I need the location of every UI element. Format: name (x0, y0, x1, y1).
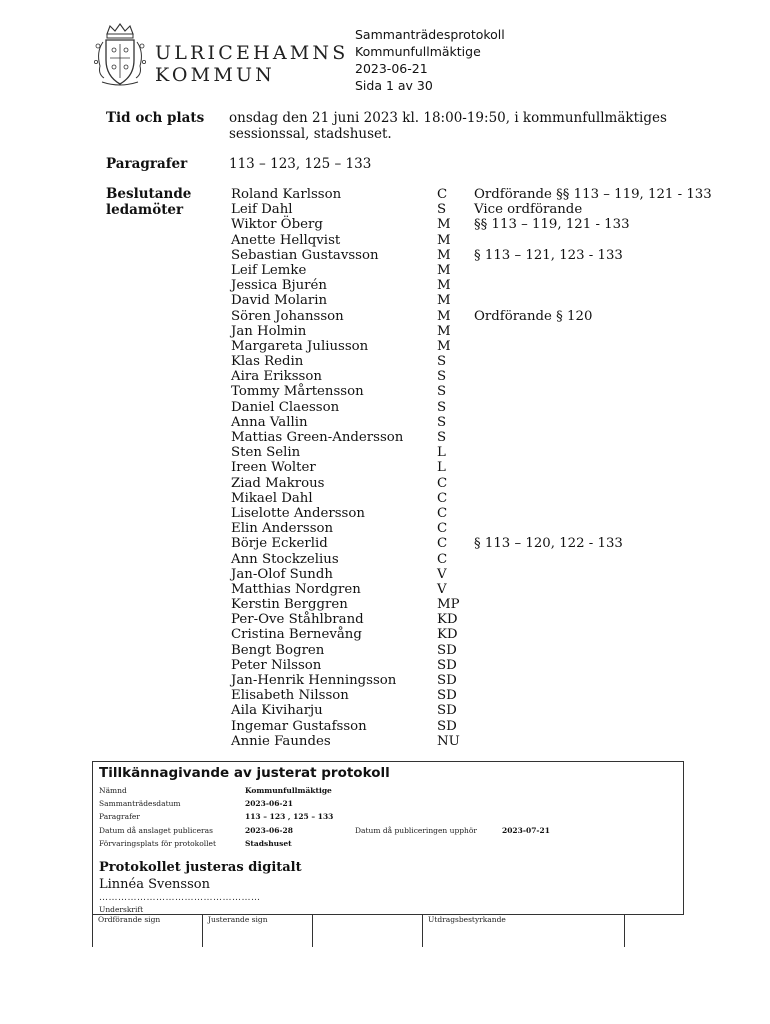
member-name: Ingemar Gustafsson (231, 718, 367, 734)
signature-label: Underskrift (99, 905, 144, 914)
adjuster-name: Linnéa Svensson (99, 877, 210, 892)
member-name: Kerstin Berggren (231, 597, 348, 613)
member-party: S (437, 384, 447, 400)
digital-adjustment-title: Protokollet justeras digitalt (99, 860, 302, 875)
notice-value: 2023-06-21 (245, 799, 293, 808)
signature-line: …………………………………………… (99, 893, 261, 903)
member-name: Elisabeth Nilsson (231, 688, 349, 704)
member-party: C (437, 187, 448, 202)
notice-label: Datum då anslaget publiceras (99, 826, 213, 835)
org-name-line1: ULRICEHAMNS (155, 42, 349, 64)
member-name: Ann Stockzelius (231, 551, 339, 567)
notice-value: 113 – 123 , 125 – 133 (245, 812, 334, 821)
notice-value: 2023-06-28 (245, 826, 293, 835)
member-name: Mattias Green-Andersson (231, 430, 404, 445)
member-name: Klas Redin (231, 354, 304, 370)
member-name: Matthias Nordgren (231, 581, 361, 597)
member-party: SD (437, 673, 457, 688)
document-meta (355, 26, 505, 94)
member-party: C (437, 475, 448, 491)
member-role: § 113 – 120, 122 - 133 (474, 536, 623, 552)
member-role: §§ 113 – 119, 121 - 133 (474, 217, 630, 233)
member-name: Anette Hellqvist (231, 232, 341, 248)
member-party: C (437, 490, 448, 506)
member-party: S (437, 202, 447, 218)
member-party: M (437, 308, 451, 324)
certifier-sign-cell: Utdragsbestyrkande (422, 914, 624, 947)
member-party: V (437, 566, 447, 582)
member-party: NU (437, 733, 460, 749)
member-party: SD (437, 703, 457, 719)
notice-box (92, 761, 684, 915)
notice-value: Stadshuset (245, 839, 292, 848)
doc-type: Sammanträdesprotokoll (355, 27, 505, 42)
notice-label: Sammanträdesdatum (99, 799, 181, 808)
member-party: SD (437, 642, 457, 658)
member-role: § 113 – 121, 123 - 133 (474, 247, 623, 263)
member-name: Bengt Bogren (231, 642, 325, 658)
member-party: MP (437, 597, 460, 613)
member-name: Elin Andersson (231, 521, 334, 537)
member-party: S (437, 399, 447, 415)
member-role: Ordförande §§ 113 – 119, 121 - 133 (474, 187, 712, 202)
notice-label: Paragrafer (99, 812, 140, 821)
member-party: M (437, 338, 451, 354)
member-party: L (437, 460, 446, 476)
member-party: SD (437, 657, 457, 673)
member-party: M (437, 323, 451, 339)
members-label (106, 187, 191, 218)
member-name: Aira Eriksson (231, 369, 322, 385)
member-party: C (437, 521, 448, 537)
member-name: Annie Faundes (231, 733, 331, 749)
member-name: Sören Johansson (231, 308, 344, 324)
member-name: Ireen Wolter (231, 460, 316, 476)
notice-value: Kommunfullmäktige (245, 786, 332, 795)
member-name: Daniel Claesson (231, 399, 340, 415)
member-name: Margareta Juliusson (231, 338, 369, 354)
member-name: Jessica Bjurén (231, 278, 327, 294)
member-party: M (437, 278, 451, 294)
member-name: Jan-Olof Sundh (231, 566, 333, 582)
member-party: V (437, 581, 447, 597)
page-number: Sida 1 av 30 (355, 78, 433, 93)
time-place-value (229, 111, 667, 142)
notice-title: Tillkännagivande av justerat protokoll (99, 765, 390, 781)
member-name: Leif Lemke (231, 262, 307, 278)
member-party: S (437, 414, 447, 430)
publication-end-value: 2023-07-21 (502, 826, 550, 835)
paragraphs-label: Paragrafer (106, 156, 188, 172)
member-name: Anna Vallin (231, 414, 308, 430)
member-party: C (437, 551, 448, 567)
municipal-coat-of-arms-logo (92, 22, 148, 88)
chair-sign-cell: Ordförande sign (92, 914, 202, 947)
member-party: SD (437, 718, 457, 734)
member-party: KD (437, 612, 458, 628)
time-place-label: Tid och plats (106, 110, 205, 126)
empty-sign-cell (624, 914, 684, 947)
member-name: Mikael Dahl (231, 490, 313, 506)
member-name: Sten Selin (231, 445, 301, 461)
member-name: Jan Holmin (231, 323, 307, 339)
member-name: Leif Dahl (231, 202, 293, 218)
member-party: C (437, 505, 448, 521)
time-place-line1: onsdag den 21 juni 2023 kl. 18:00-19:50, i kommunfullmäktiges (229, 110, 667, 126)
member-name: Peter Nilsson (231, 657, 322, 673)
adjuster-sign-cell: Justerande sign (202, 914, 312, 947)
notice-label: Förvaringsplats för protokollet (99, 839, 216, 848)
member-role: Vice ordförande (474, 202, 583, 218)
member-name: Börje Eckerlid (231, 536, 328, 552)
member-party: SD (437, 688, 457, 704)
notice-label: Nämnd (99, 786, 127, 795)
member-party: KD (437, 627, 458, 643)
members-label-line2: ledamöter (106, 201, 184, 218)
member-name: Ziad Makrous (231, 475, 325, 491)
member-party: M (437, 232, 451, 248)
member-name: Jan-Henrik Henningsson (231, 673, 397, 688)
member-party: M (437, 293, 451, 309)
publication-end-label: Datum då publiceringen upphör (355, 826, 477, 835)
member-party: S (437, 430, 447, 445)
member-party: S (437, 354, 447, 370)
member-role: Ordförande § 120 (474, 308, 593, 324)
member-party: L (437, 445, 446, 461)
time-place-line2: sessionssal, stadshuset. (229, 125, 392, 142)
member-name: Cristina Bernevång (231, 627, 362, 643)
member-party: M (437, 217, 451, 233)
member-party: S (437, 369, 447, 385)
members-label-line1: Beslutande (106, 186, 192, 202)
member-name: Roland Karlsson (231, 187, 342, 202)
signature-table (92, 914, 684, 947)
member-name: Tommy Mårtensson (231, 384, 364, 400)
paragraphs-value: 113 – 123, 125 – 133 (229, 156, 372, 172)
member-name: Liselotte Andersson (231, 505, 365, 521)
member-party: M (437, 262, 451, 278)
member-party: M (437, 247, 451, 263)
member-name: Sebastian Gustavsson (231, 247, 379, 263)
doc-date: 2023-06-21 (355, 61, 428, 76)
blank-sign-cell (312, 914, 422, 947)
member-name: Per-Ove Ståhlbrand (231, 612, 364, 628)
member-name: David Molarin (231, 293, 328, 309)
member-name: Aila Kiviharju (231, 703, 323, 719)
member-party: C (437, 536, 448, 552)
doc-body: Kommunfullmäktige (355, 44, 481, 59)
member-name: Wiktor Öberg (231, 217, 323, 233)
org-name-line2: KOMMUN (155, 64, 276, 86)
